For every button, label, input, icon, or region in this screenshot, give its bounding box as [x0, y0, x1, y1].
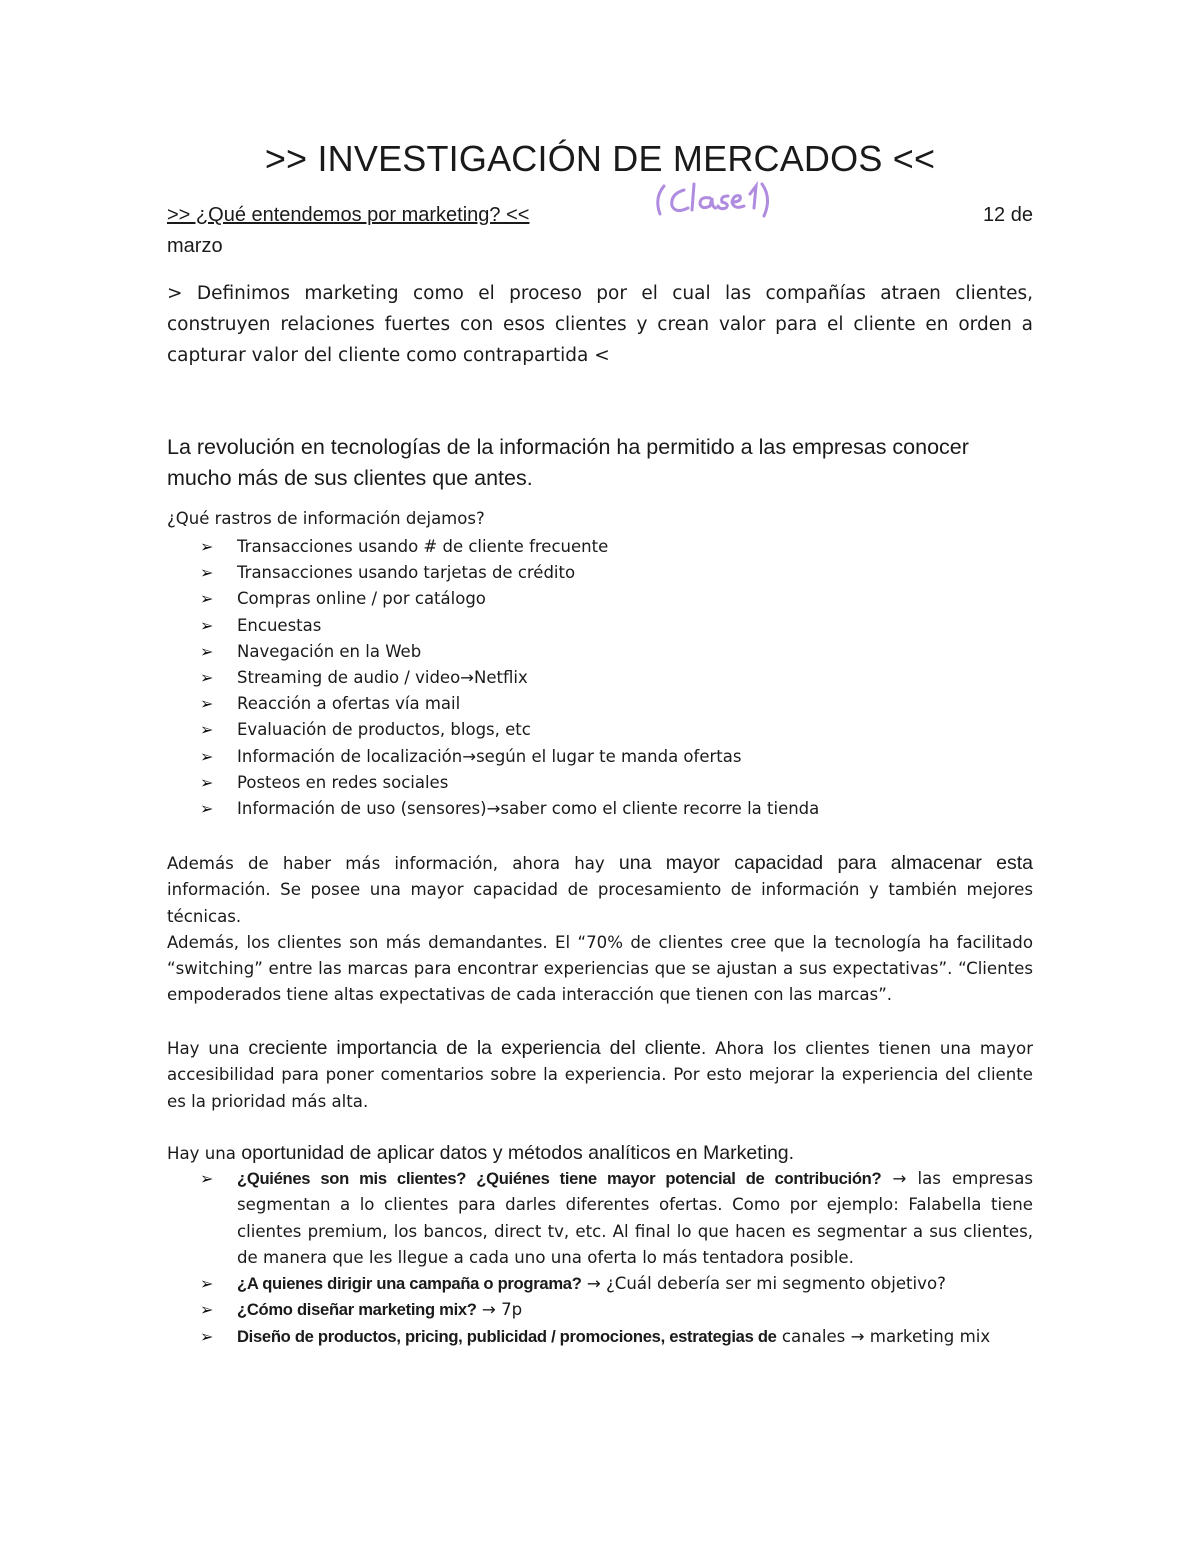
para1-b: una mayor capacidad para almacenar esta [618, 852, 1033, 874]
arrowhead-bullet-icon: ➢ [200, 798, 214, 818]
list-item [200, 665, 819, 691]
document-title: >> INVESTIGACIÓN DE MERCADOS << [264, 138, 936, 179]
list-item-rest: canales → marketing mix [776, 1326, 991, 1346]
list-item-bold: ¿Cómo diseñar marketing mix? [237, 1300, 477, 1320]
arrowhead-bullet-icon: ➢ [200, 1169, 214, 1188]
paragraph-more-info [167, 850, 1033, 1009]
arrow-icon: → [462, 746, 477, 766]
date-day: 12 de [982, 204, 1033, 226]
list-item [200, 1297, 1033, 1323]
arrow-icon: → [881, 1169, 918, 1188]
arrowhead-bullet-icon: ➢ [200, 563, 214, 583]
list-item-after: según el lugar te manda ofertas [476, 746, 742, 766]
list-item-text: Transacciones usando # de cliente frecuente [237, 537, 609, 556]
list-item-after: Netflix [474, 667, 528, 687]
list-item-rest: ¿Cuál debería ser mi segmento objetivo? [606, 1274, 946, 1294]
list-item-text: Posteos en redes sociales [237, 772, 449, 792]
list-item-bold: ¿A quienes dirigir una campaña o programa? [237, 1274, 582, 1294]
list-item-text: Evaluación de productos, blogs, etc [237, 720, 531, 740]
para3-a: Hay una [167, 1144, 242, 1163]
arrowhead-bullet-icon: ➢ [200, 694, 214, 714]
list-item [200, 796, 819, 822]
list-item-after: saber como el cliente recorre la tienda [500, 798, 820, 818]
list-item [200, 691, 819, 717]
analytics-list [200, 1166, 1033, 1350]
list-item [200, 770, 819, 796]
list-item [200, 717, 819, 743]
list-item-text: Información de localización [237, 746, 463, 766]
arrowhead-bullet-icon: ➢ [200, 1326, 214, 1346]
list-item-bold: Diseño de productos, pricing, publicidad / promociones, estrategias de [237, 1326, 777, 1346]
para1-c: información. Se posee una mayor capacidad de procesamiento de información y también mejores técnicas. [167, 880, 1033, 926]
section-heading: >> ¿Qué entendemos por marketing? << [167, 204, 530, 226]
list-item [200, 1271, 1033, 1297]
list-item [200, 560, 819, 586]
list-item-text: Encuestas [237, 615, 322, 635]
list-item-rest: las empresas segmentan a lo clientes para darles diferentes ofertas. Como por ejemplo: Falabella tiene clientes premium, los bancos, direct tv, etc. Al final lo que hacen es segmentar a sus clientes, de manera que les llegue a cada uno una oferta lo más tentadora posible. [237, 1169, 1034, 1267]
list-item-bold: ¿Quiénes son mis clientes? ¿Quiénes tiene mayor potencial de contribución? [237, 1169, 882, 1188]
revolution-paragraph: La revolución en tecnologías de la información ha permitido a las empresas conocer mucho más de sus clientes que antes. [167, 435, 969, 490]
list-item-text: Información de uso (sensores) [237, 798, 487, 818]
traces-question: ¿Qué rastros de información dejamos? [167, 509, 485, 528]
paragraph-analytics [167, 1140, 1033, 1167]
list-item-text: Compras online / por catálogo [237, 589, 486, 609]
arrowhead-bullet-icon: ➢ [200, 615, 214, 635]
paragraph-experience [167, 1035, 1033, 1115]
list-item [200, 586, 819, 612]
list-item-text: Transacciones usando tarjetas de crédito [237, 563, 576, 583]
list-item [200, 613, 819, 639]
arrowhead-bullet-icon: ➢ [200, 720, 214, 740]
list-item-content [237, 1271, 1033, 1297]
arrowhead-bullet-icon: ➢ [200, 746, 214, 766]
arrow-icon: → [476, 1300, 502, 1320]
list-item-content [237, 1297, 1033, 1323]
arrow-icon: → [581, 1274, 606, 1294]
arrow-icon: → [460, 667, 474, 687]
para3-b: oportunidad de aplicar datos y métodos analíticos en Marketing. [241, 1142, 795, 1164]
list-item-text: Reacción a ofertas vía mail [237, 694, 461, 714]
arrowhead-bullet-icon: ➢ [200, 667, 214, 687]
para2-c: . Ahora los clientes tienen una mayor accesibilidad para poner comentarios sobre la experiencia. Por esto mejorar la experiencia del cliente es la prioridad más alta. [167, 1039, 1034, 1111]
list-item-text: Streaming de audio / video [237, 667, 461, 687]
para1-d: Además, los clientes son más demandantes. El “70% de clientes cree que la tecnología ha facilitado “switching” entre las marcas para encontrar experiencias que se ajustan a sus expectativas”. “Clientes empoderados tiene altas expectativas de cada interacción que tienen con las marcas”. [167, 932, 1033, 1005]
list-item [200, 744, 819, 770]
list-item-text: Navegación en la Web [237, 641, 422, 661]
arrowhead-bullet-icon: ➢ [200, 772, 214, 792]
para2-a: Hay una [167, 1039, 249, 1058]
list-item [200, 1166, 1033, 1271]
arrowhead-bullet-icon: ➢ [200, 641, 214, 661]
arrowhead-bullet-icon: ➢ [200, 537, 214, 556]
list-item [200, 1324, 1033, 1350]
list-item-content [237, 1324, 1033, 1350]
list-item [200, 534, 819, 560]
traces-list [200, 534, 819, 822]
list-item [200, 639, 819, 665]
date-month: marzo [167, 235, 223, 257]
arrowhead-bullet-icon: ➢ [200, 1300, 214, 1320]
handwritten-note [650, 180, 774, 222]
list-item-rest: 7p [501, 1300, 523, 1320]
para2-b: creciente importancia de la experiencia del cliente [248, 1037, 702, 1059]
arrowhead-bullet-icon: ➢ [200, 1274, 214, 1294]
definition-paragraph: > Definimos marketing como el proceso por el cual las compañías atraen clientes, construyen relaciones fuertes con esos clientes y crean valor para el cliente en orden a capturar valor del cliente como contrapartida < [167, 283, 1033, 366]
list-item-content [237, 1166, 1033, 1271]
arrow-icon: → [486, 798, 501, 818]
arrowhead-bullet-icon: ➢ [200, 589, 214, 609]
para1-a: Además de haber más información, ahora hay [167, 854, 619, 873]
